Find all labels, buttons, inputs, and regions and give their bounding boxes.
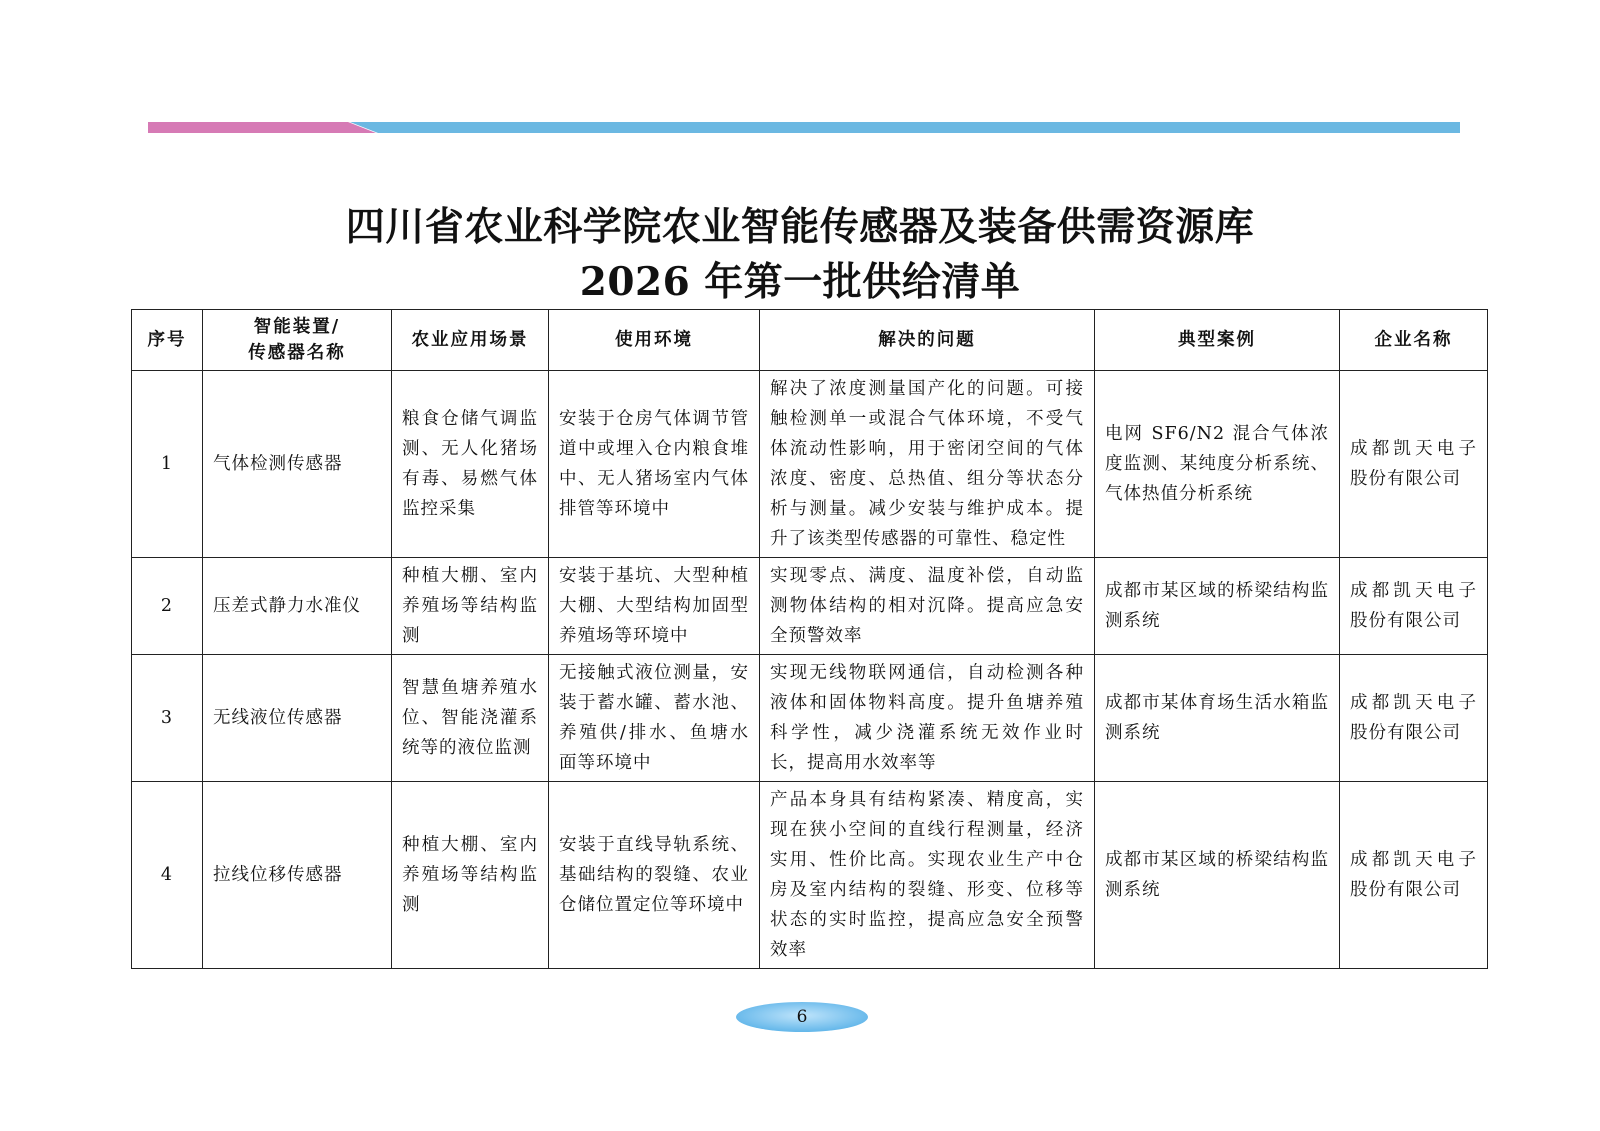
cell-problem: 产品本身具有结构紧凑、精度高，实现在狭小空间的直线行程测量，经济实用、性价比高。实现农业生产中仓房及室内结构的裂缝、形变、位移等状态的实时监控，提高应急安全预警效率: [760, 782, 1095, 969]
cell-case: 电网 SF6/N2 混合气体浓度监测、某纯度分析系统、气体热值分析系统: [1095, 371, 1340, 558]
cell-problem: 实现零点、满度、温度补偿，自动监测物体结构的相对沉降。提高应急安全预警效率: [760, 558, 1095, 655]
title-line-1: 四川省农业科学院农业智能传感器及装备供需资源库: [345, 204, 1255, 250]
table-row: [132, 371, 1488, 558]
header-device-name-line1: 智能装置/: [253, 317, 341, 337]
cell-environment: 安装于直线导轨系统、基础结构的裂缝、农业仓储位置定位等环境中: [549, 782, 760, 969]
supply-table: [131, 309, 1488, 969]
cell-company: 成都凯天电子股份有限公司: [1340, 558, 1488, 655]
cell-environment: 安装于仓房气体调节管道中或埋入仓内粮食堆中、无人猪场室内气体排管等环境中: [549, 371, 760, 558]
title-line-2: 2026 年第一批供给清单: [579, 259, 1021, 305]
cell-device-name: 无线液位传感器: [203, 655, 392, 782]
page-title: [0, 200, 1600, 310]
header-device-name-line2: 传感器名称: [248, 343, 346, 363]
page-number-badge: [735, 1001, 869, 1033]
cell-case: 成都市某区域的桥梁结构监测系统: [1095, 558, 1340, 655]
cell-device-name: 气体检测传感器: [203, 371, 392, 558]
cell-problem: 实现无线物联网通信，自动检测各种液体和固体物料高度。提升鱼塘养殖科学性，减少浇灌系统无效作业时长，提高用水效率等: [760, 655, 1095, 782]
cell-scenario: 种植大棚、室内养殖场等结构监测: [392, 782, 549, 969]
cell-scenario: 智慧鱼塘养殖水位、智能浇灌系统等的液位监测: [392, 655, 549, 782]
cell-device-name: 压差式静力水准仪: [203, 558, 392, 655]
cell-problem: 解决了浓度测量国产化的问题。可接触检测单一或混合气体环境，不受气体流动性影响，用于密闭空间的气体浓度、密度、总热值、组分等状态分析与测量。减少安装与维护成本。提升了该类型传感器的可靠性、稳定性: [760, 371, 1095, 558]
page-number: 6: [796, 1007, 808, 1027]
table-row: [132, 655, 1488, 782]
cell-case: 成都市某区域的桥梁结构监测系统: [1095, 782, 1340, 969]
header-color-band: [148, 122, 1460, 133]
cell-company: 成都凯天电子股份有限公司: [1340, 782, 1488, 969]
cell-environment: 无接触式液位测量，安装于蓄水罐、蓄水池、养殖供/排水、鱼塘水面等环境中: [549, 655, 760, 782]
cell-scenario: 种植大棚、室内养殖场等结构监测: [392, 558, 549, 655]
header-environment: 使用环境: [549, 310, 760, 371]
table-header-row: [132, 310, 1488, 371]
header-company: 企业名称: [1340, 310, 1488, 371]
cell-company: 成都凯天电子股份有限公司: [1340, 371, 1488, 558]
table-row: [132, 558, 1488, 655]
cell-scenario: 粮食仓储气调监测、无人化猪场有毒、易燃气体监控采集: [392, 371, 549, 558]
cell-company: 成都凯天电子股份有限公司: [1340, 655, 1488, 782]
cell-device-name: 拉线位移传感器: [203, 782, 392, 969]
cell-seq: 2: [132, 558, 203, 655]
cell-environment: 安装于基坑、大型种植大棚、大型结构加固型养殖场等环境中: [549, 558, 760, 655]
header-scenario: 农业应用场景: [392, 310, 549, 371]
header-problem: 解决的问题: [760, 310, 1095, 371]
header-seq: 序号: [132, 310, 203, 371]
cell-seq: 3: [132, 655, 203, 782]
header-case: 典型案例: [1095, 310, 1340, 371]
header-band-pink: [148, 122, 376, 133]
cell-case: 成都市某体育场生活水箱监测系统: [1095, 655, 1340, 782]
cell-seq: 1: [132, 371, 203, 558]
table-row: [132, 782, 1488, 969]
cell-seq: 4: [132, 782, 203, 969]
header-band-blue: [350, 122, 1460, 133]
header-device-name: [203, 310, 392, 371]
